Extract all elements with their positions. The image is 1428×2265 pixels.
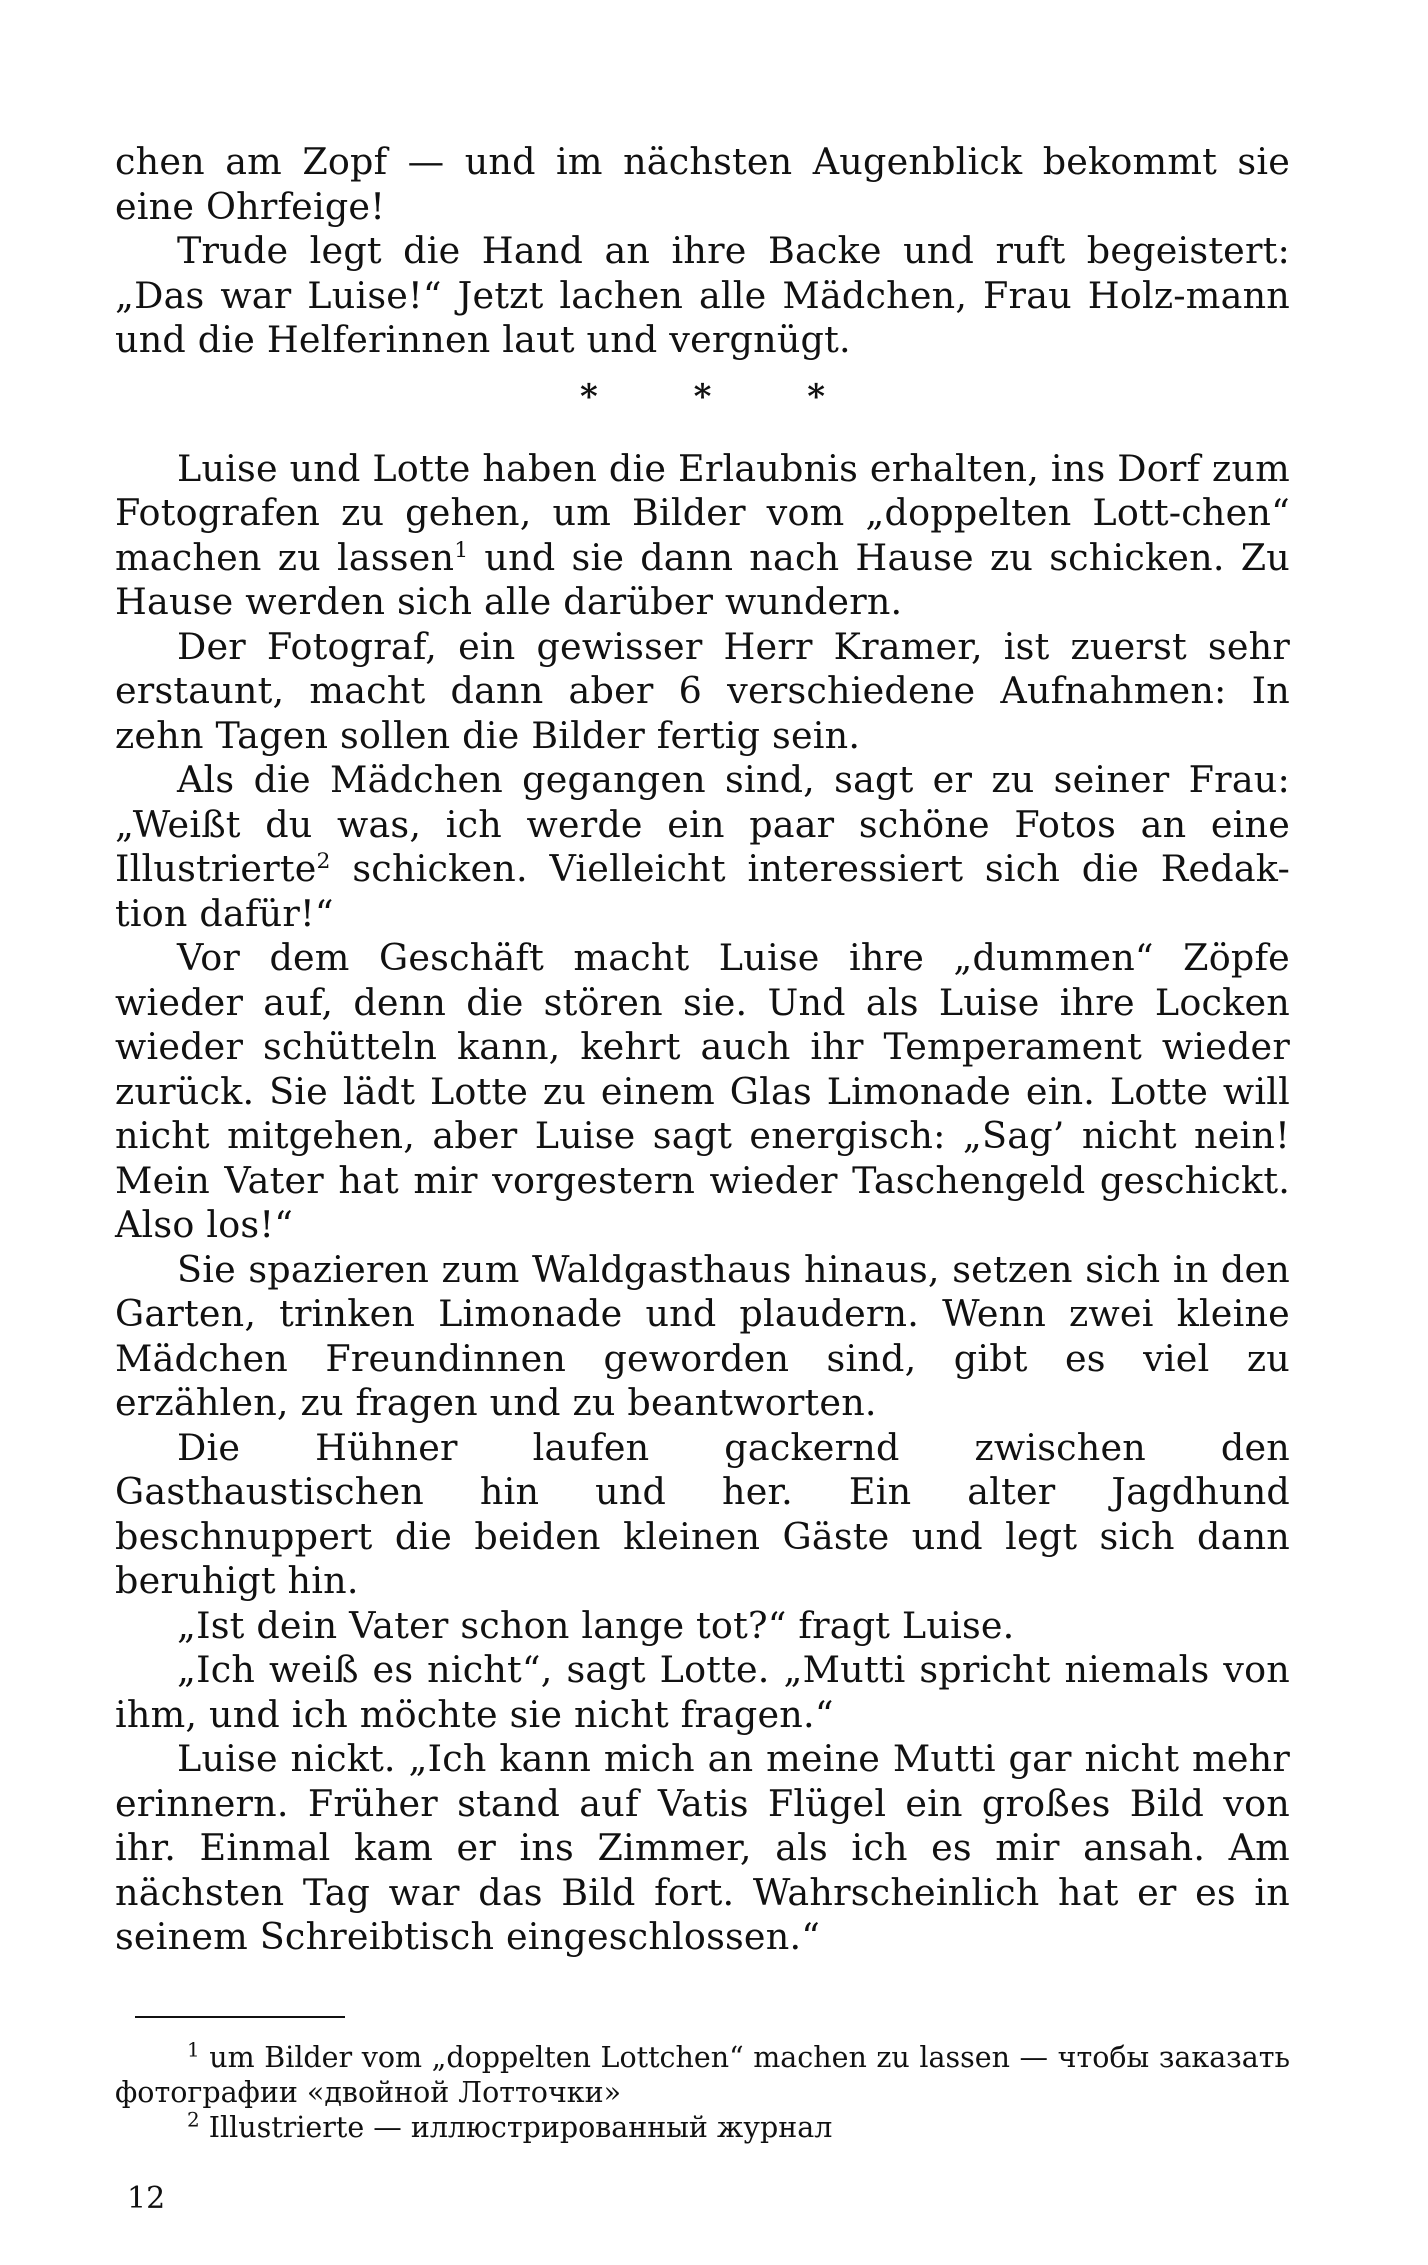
paragraph-1: chen am Zopf — und im nächsten Augenblick bekommt sie eine Ohrfeige! (115, 140, 1290, 228)
book-page (115, 140, 1290, 2145)
paragraph-10: „Ich weiß es nicht“, sagt Lotte. „Mutti spricht niemals von ihm, und ich möchte sie nicht fragen.“ (115, 1648, 1290, 1736)
section-separator: * * * (579, 376, 867, 417)
footnote-2-number: 2 (187, 2107, 200, 2131)
paragraph-5-text-a: Als die Mädchen gegangen sind, sagt er zu seiner Frau: „Weißt du was, ich werde ein paar schöne Fotos an eine Illustrierte (115, 758, 1290, 890)
paragraph-2: Trude legt die Hand an ihre Backe und ruft begeistert: „Das war Luise!“ Jetzt lachen alle Mädchen, Frau Holz-mann und die Helferinnen laut und vergnügt. (115, 229, 1290, 361)
paragraph-11: Luise nickt. „Ich kann mich an meine Mutti gar nicht mehr erinnern. Früher stand auf Vatis Flügel ein großes Bild von ihr. Einmal kam er ins Zimmer, als ich es mir ansah. Am nächsten Tag war das Bild fort. Wahrscheinlich hat er es in seinem Schreibtisch eingeschlossen.“ (115, 1737, 1290, 1958)
paragraph-5 (115, 758, 1290, 936)
paragraph-9: „Ist dein Vater schon lange tot?“ fragt Luise. (177, 1603, 1015, 1647)
footnote-ref-1: 1 (454, 537, 469, 563)
main-text (115, 140, 1290, 1960)
footnote-2 (115, 2107, 1290, 2145)
footnote-divider (135, 2016, 345, 2018)
paragraph-3 (115, 447, 1290, 625)
paragraph-3-text-a: Luise und Lotte haben die Erlaubnis erhalten, ins Dorf zum Fotografen zu gehen, um Bilder vom „doppelten Lott-chen“ machen zu lassen (115, 446, 1290, 579)
paragraph-5-text-b: schicken. Vielleicht interessiert sich die Redak-tion dafür!“ (115, 847, 1290, 935)
footnote-1-text: um Bilder vom „doppelten Lottchen“ machen zu lassen — чтобы заказать фотографии «двойной Лотточки» (115, 2040, 1290, 2109)
paragraph-8: Die Hühner laufen gackernd zwischen den Gasthaustischen hin und her. Ein alter Jagdhund beschnuppert die beiden kleinen Gäste und legt sich dann beruhigt hin. (115, 1425, 1290, 1602)
paragraph-4: Der Fotograf, ein gewisser Herr Kramer, ist zuerst sehr erstaunt, macht dann aber 6 verschiedene Aufnahmen: In zehn Tagen sollen die Bilder fertig sein. (115, 624, 1290, 757)
paragraph-6: Vor dem Geschäft macht Luise ihre „dummen“ Zöpfe wieder auf, denn die stören sie. Und als Luise ihre Locken wieder schütteln kann, kehrt auch ihr Temperament wieder zurück. Sie lädt Lotte zu einem Glas Limonade ein. Lotte will nicht mitgehen, aber Luise sagt energisch: „Sag’ nicht nein! Mein Vater hat mir vorgestern wieder Taschengeld geschickt. Also los!“ (115, 936, 1290, 1246)
footnote-2-text: Illustrierte — иллюстрированный журнал (199, 2110, 833, 2144)
page-number: 12 (127, 2181, 166, 2216)
footnote-ref-2: 2 (316, 848, 331, 874)
footnote-1-number: 1 (187, 2037, 200, 2061)
paragraph-7: Sie spazieren zum Waldgasthaus hinaus, setzen sich in den Garten, trinken Limonade und plaudern. Wenn zwei kleine Mädchen Freundinnen geworden sind, gibt es viel zu erzählen, zu fragen und zu beantworten. (115, 1247, 1290, 1424)
footnote-1 (115, 2037, 1290, 2110)
paragraph-3-text-b: und sie dann nach Hause zu schicken. Zu Hause werden sich alle darüber wundern. (115, 535, 1290, 623)
footnotes (115, 2037, 1290, 2145)
